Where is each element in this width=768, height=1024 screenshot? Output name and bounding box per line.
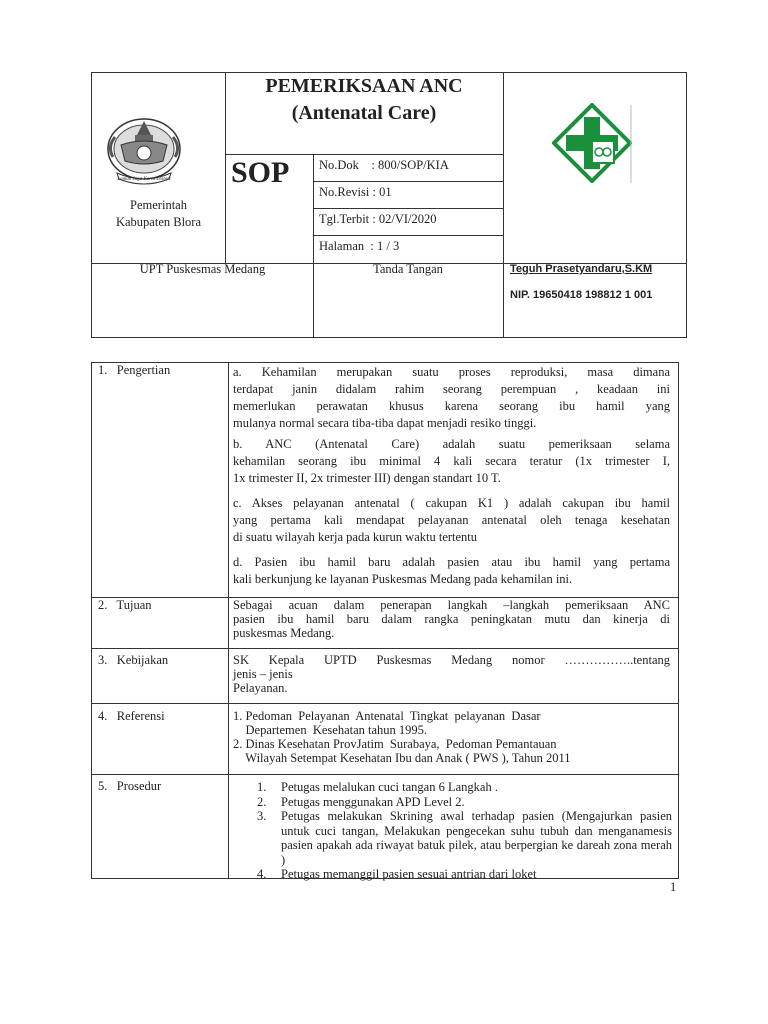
section-label-prosedur: 5. Prosedur xyxy=(98,779,162,793)
kabupaten-blora-crest-icon xyxy=(99,107,189,187)
purpose-line: puskesmas Medang. xyxy=(233,626,335,640)
divider xyxy=(503,73,504,338)
definition-d xyxy=(233,554,670,588)
reference-line: Departemen Kesehatan tahun 1995. xyxy=(233,723,428,737)
sop-label: SOP xyxy=(231,156,290,189)
definition-line: yang pertama kali mendapat pelayanan antenatal oleh tenaga kesehatan xyxy=(233,513,670,527)
crest-motto: Lamun Jaga Karta Lestari xyxy=(117,177,171,182)
section-label-pengertian: 1. Pengertian xyxy=(98,363,171,377)
policy-line: SK Kepala UPTD Puskesmas Medang nomor ……………..tentang xyxy=(233,653,670,667)
reference-list xyxy=(233,709,670,765)
definition-c xyxy=(233,495,670,546)
puskesmas-logo-icon xyxy=(552,103,632,183)
policy-line: Pelayanan. xyxy=(233,681,288,695)
step-text: Petugas menggunakan APD Level 2. xyxy=(281,794,465,809)
document-subtitle: (Antenatal Care) xyxy=(291,102,437,124)
definition-line: d. Pasien ibu hamil baru adalah pasien atau ibu hamil yang pertama xyxy=(233,555,670,569)
sop-content-table xyxy=(91,362,679,879)
doc-number: No.Dok : 800/SOP/KIA xyxy=(319,158,449,172)
definition-line: a. Kehamilan merupakan suatu proses reproduksi, masa dimana xyxy=(233,365,670,379)
divider xyxy=(92,703,679,704)
definition-line: kehamilan seorang ibu minimal 4 kali secara teratur (1x trimester I, xyxy=(233,454,670,468)
reference-line: 1. Pedoman Pelayanan Antenatal Tingkat pelayanan Dasar xyxy=(233,709,541,723)
step-number: 2. xyxy=(257,794,267,809)
definition-line: memerlukan perawatan khusus karena seorang ibu hamil yang xyxy=(233,399,670,413)
procedure-step xyxy=(233,809,672,867)
purpose-line: pasien ibu hamil baru dalam rangka peningkatan mutu dan kinerja di xyxy=(233,612,670,626)
divider xyxy=(92,648,679,649)
purpose-line: Sebagai acuan dalam penerapan langkah –langkah pemeriksaan ANC xyxy=(233,598,670,612)
divider xyxy=(228,363,229,879)
section-label-referensi: 4. Referensi xyxy=(98,709,165,723)
reference-line: Wilayah Setempat Kesehatan Ibu dan Anak ( PWS ), Tahun 2011 xyxy=(233,751,571,765)
policy-text xyxy=(233,653,670,695)
sop-header-table xyxy=(91,72,687,338)
definition-line: b. ANC (Antenatal Care) adalah suatu pemeriksaan selama xyxy=(233,437,670,451)
divider xyxy=(313,181,503,182)
divider xyxy=(313,208,503,209)
definition-line: terdapat janin didalam rahim seorang perempuan , keadaan ini xyxy=(233,382,670,396)
divider xyxy=(225,154,503,155)
gov-line-1: Pemerintah xyxy=(130,198,187,212)
page-number: 1 xyxy=(670,880,677,894)
procedure-step xyxy=(233,780,672,795)
page-indicator: Halaman : 1 / 3 xyxy=(319,239,400,253)
divider xyxy=(92,774,679,775)
gov-line-2: Kabupaten Blora xyxy=(115,215,202,229)
section-label-tujuan: 2. Tujuan xyxy=(98,598,152,612)
definition-a xyxy=(233,364,670,432)
step-text: Petugas melalukan cuci tangan 6 Langkah . xyxy=(281,780,498,794)
signer-nip: NIP. 19650418 198812 1 001 xyxy=(510,289,653,301)
step-number: 3. xyxy=(257,809,267,823)
step-number: 1. xyxy=(257,780,267,794)
definition-line: di suatu wilayah kerja pada kurun waktu tertentu xyxy=(233,530,478,544)
definition-b xyxy=(233,436,670,487)
divider xyxy=(313,235,503,236)
government-name xyxy=(92,198,225,230)
unit-name: UPT Puskesmas Medang xyxy=(139,262,266,276)
definition-line: c. Akses pelayanan antenatal ( cakupan K1 ) adalah cakupan ibu hamil xyxy=(233,496,670,510)
signature-label: Tanda Tangan xyxy=(373,262,443,276)
reference-line: 2. Dinas Kesehatan ProvJatim Surabaya, Pedoman Pemantauan xyxy=(233,737,557,751)
definition-line: mulanya normal secara tiba-tiba dapat menjadi resiko tinggi. xyxy=(233,416,537,430)
revision-number: No.Revisi : 01 xyxy=(319,185,392,199)
definition-line: kali berkunjung ke layanan Puskesmas Medang pada kehamilan ini. xyxy=(233,572,573,586)
step-number: 4. xyxy=(257,867,267,881)
step-text: Petugas memanggil pasien sesuai antrian dari loket xyxy=(281,867,537,881)
section-label-kebijakan: 3. Kebijakan xyxy=(98,653,169,667)
procedure-step xyxy=(233,867,672,882)
document-title: PEMERIKSAAN ANC xyxy=(265,75,463,97)
definition-line: 1x trimester II, 2x trimester III) dengan standart 10 T. xyxy=(233,471,501,485)
policy-line: jenis – jenis xyxy=(233,667,293,681)
signer-name: Teguh Prasetyandaru,S.KM xyxy=(510,263,653,275)
procedure-list xyxy=(233,780,672,882)
procedure-step xyxy=(233,795,672,810)
step-text: Petugas melakukan Skrining awal terhadap pasien (Mengajurkan pasien untuk cuci tangan, Melakukan pengecekan suhu tubuh dan menganamesis pasien apakah ada riwayat batuk pilek, atau berpergian ke dareah zona merah ) xyxy=(281,809,672,867)
issue-date: Tgl.Terbit : 02/VI/2020 xyxy=(319,212,437,226)
purpose-text xyxy=(233,598,670,640)
